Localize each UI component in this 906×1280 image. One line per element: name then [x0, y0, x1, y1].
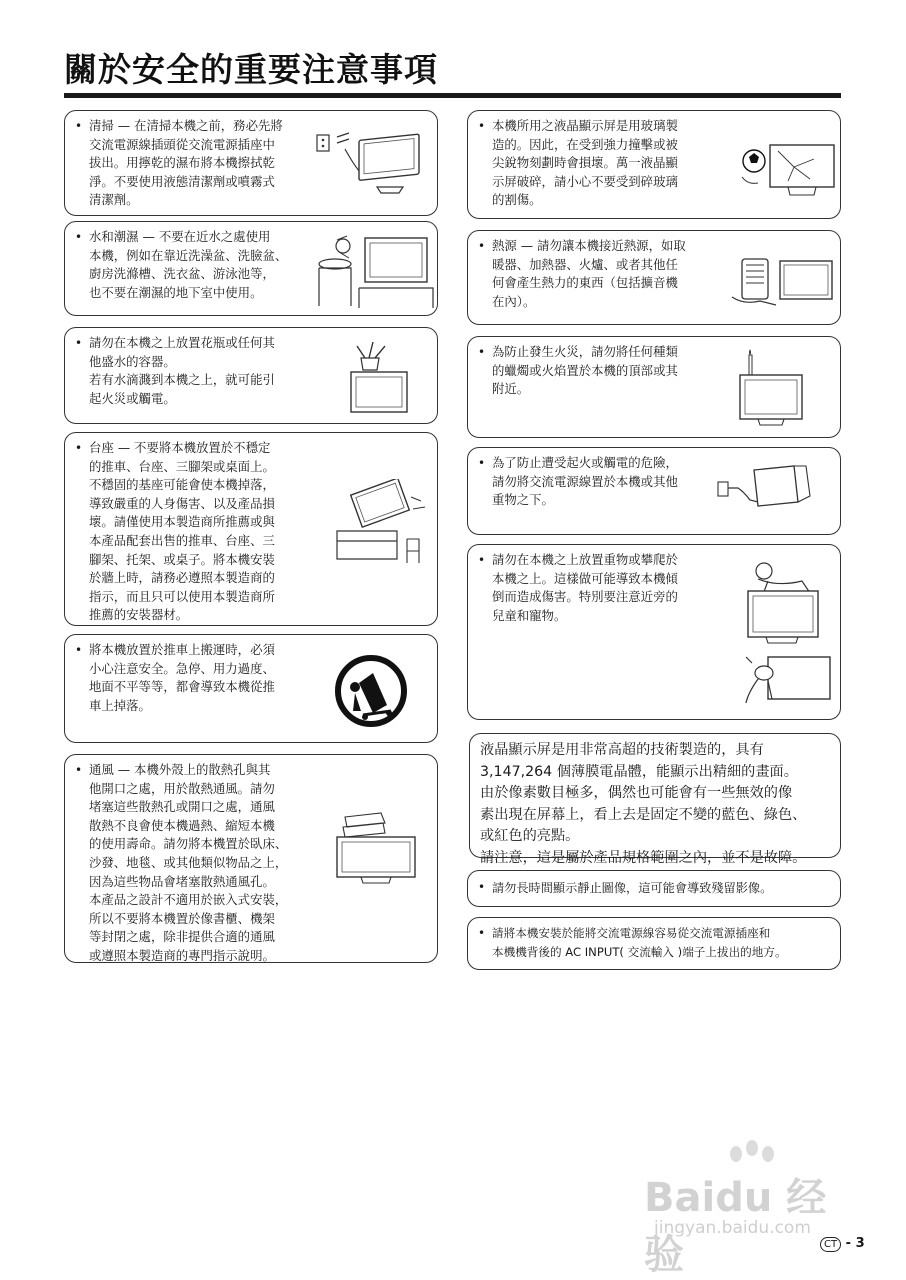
text-line: 請勿將交流電源線置於本機或其他: [492, 473, 678, 489]
text-line: 清潔劑。: [89, 192, 139, 208]
text-line: 堵塞這些散熱孔或開口之處，通風: [89, 799, 275, 815]
text-line: 本機，例如在靠近洗澡盆、洗臉盆、: [89, 247, 288, 263]
text-line: 請勿在本機之上放置重物或攀爬於: [492, 552, 678, 567]
note-text: [480, 740, 836, 870]
page-title: 關於安全的重要注意事項: [64, 50, 438, 89]
notice-glass: [467, 110, 841, 219]
text-line: 附近。: [492, 381, 530, 397]
notice-candle: [467, 336, 841, 438]
text-line: 散熱不良會使本機過熱、縮短本機: [89, 817, 275, 833]
notice-text: [492, 454, 724, 510]
text-line: 3,147,264 個薄膜電晶體，能顯示出精細的畫面。: [480, 763, 798, 780]
text-line: 小心注意安全。急停、用力過度、: [89, 660, 275, 676]
text-line: 造的。因此，在受到強力撞擊或被: [492, 136, 678, 152]
page-separator: -: [845, 1236, 852, 1251]
text-line: 請將本機安裝於能將交流電源線容易從交流電源插座和: [492, 926, 771, 940]
text-line: 在內）。: [492, 293, 536, 309]
text-line: 地面不平等等，都會導致本機從推: [89, 679, 275, 695]
text-line: 廚房洗滌槽、洗衣盆、游泳池等，: [89, 266, 275, 282]
bullet: •: [75, 336, 83, 350]
water-illustration: [315, 228, 435, 312]
text-line: 沙發、地毯、或其他類似物品之上，: [89, 854, 288, 870]
text-line: 由於像素數目極多，偶然也可能會有一些無效的像: [480, 785, 793, 802]
notice-stand: [64, 432, 438, 626]
child-pet-illustration: [738, 553, 834, 713]
bullet: •: [478, 456, 486, 470]
notice-ac-input: [467, 917, 841, 970]
notice-text: [89, 228, 329, 302]
notice-text: [492, 237, 724, 311]
text-line: 兒童和寵物。: [492, 607, 567, 623]
text-line: 倒而造成傷害。特別要注意近旁的: [492, 589, 678, 605]
text-line: 的使用壽命。請勿將本機置於臥床、: [89, 836, 288, 852]
page-number-area: [820, 1236, 865, 1252]
text-line: 或紅色的亮點。: [480, 828, 580, 845]
text-line: 的蠟燭或火焰置於本機的頂部或其: [492, 362, 678, 378]
text-line: 因為這些物品會堵塞散熱通風孔。: [89, 873, 275, 889]
text-line: 本產品配套出售的推車、台座、三: [89, 532, 275, 548]
text-line: 何會產生熱力的東西（包括擴音機: [492, 275, 678, 291]
text-line: 指示，而且只可以使用本製造商所: [89, 588, 275, 604]
text-line: 的割傷。: [492, 192, 542, 208]
bullet: •: [478, 239, 486, 253]
text-line: 請注意，這是屬於產品規格範圍之內，並不是故障。: [480, 849, 807, 866]
page-number: 3: [855, 1236, 865, 1251]
text-line: 車上掉落。: [89, 697, 151, 713]
text-line: 於牆上時，請務必遵照本製造商的: [89, 570, 275, 586]
text-line: 淨。不要使用液態清潔劑或噴霧式: [89, 173, 275, 189]
region-badge: CT: [820, 1237, 841, 1252]
notice-text: [89, 439, 321, 625]
text-line: 清掃 — 在清掃本機之前，務必先將: [89, 118, 283, 133]
text-line: 所以不要將本機置於像書櫃、機架: [89, 910, 275, 926]
vase-illustration: [335, 336, 415, 420]
text-line: 也不要在潮濕的地下室中使用。: [89, 284, 263, 300]
notice-cord: [467, 447, 841, 535]
ventilation-illustration: [331, 807, 431, 887]
notice-climb: [467, 544, 841, 720]
bullet: •: [478, 119, 486, 133]
text-line: 本機之上。這樣做可能導致本機傾: [492, 570, 678, 586]
text-line: 或遵照本製造商的專門指示說明。: [89, 947, 275, 963]
text-line: 示屏破碎，請小心不要受到碎玻璃: [492, 173, 678, 189]
text-line: 等封閉之處，除非提供合適的通風: [89, 929, 275, 945]
text-line: 素出現在屏幕上，看上去是固定不變的藍色、綠色、: [480, 806, 807, 823]
text-line: 請勿在本機之上放置花瓶或任何其: [89, 335, 275, 350]
bullet: •: [478, 880, 486, 894]
text-line: 若有水滴濺到本機之上，就可能引: [89, 372, 275, 388]
text-line: 他盛水的容器。: [89, 353, 176, 369]
bullet: •: [478, 345, 486, 359]
bullet: •: [75, 763, 83, 777]
text-line: 他開口之處，用於散熱通風。請勿: [89, 780, 275, 796]
bullet: •: [478, 926, 486, 940]
notice-text: [89, 334, 329, 408]
cord-illustration: [714, 462, 834, 522]
text-line: 通風 — 本機外殼上的散熱孔與其: [89, 762, 271, 777]
text-line: 為防止發生火災，請勿將任何種類: [492, 344, 678, 359]
text-line: 不穩固的基座可能會使本機掉落，: [89, 477, 275, 493]
text-line: 的推車、台座、三腳架或桌面上。: [89, 458, 275, 474]
text-line: 請勿長時間顯示靜止圖像，這可能會導致殘留影像。: [492, 881, 773, 895]
text-line: 熱源 — 請勿讓本機接近熱源，如取: [492, 238, 686, 253]
watermark-main: Baidu 经验: [644, 1175, 827, 1278]
text-line: 導致嚴重的人身傷害、以及產品損: [89, 495, 275, 511]
text-line: 腳架、托架、或桌子。將本機安裝: [89, 551, 275, 567]
text-line: 重物之下。: [492, 492, 554, 508]
heater-illustration: [724, 245, 836, 313]
bullet: •: [75, 119, 83, 133]
notice-text: [492, 924, 838, 961]
notice-text: [89, 641, 325, 715]
notice-text: [492, 551, 728, 625]
text-line: 水和潮濕 — 不要在近水之處使用: [89, 229, 271, 244]
cart-warning-icon: [333, 649, 413, 733]
text-line: 為了防止遭受起火或觸電的危險，: [492, 455, 678, 470]
notice-ventilation: [64, 754, 438, 963]
watermark-url: jingyan.baidu.com: [654, 1218, 811, 1238]
text-line: 拔出。用擰乾的濕布將本機擦拭乾: [89, 155, 275, 171]
text-line: 尖銳物刻劃時會損壞。萬一液晶顯: [492, 155, 678, 171]
text-line: 本機所用之液晶顯示屏是用玻璃製: [492, 118, 678, 133]
text-line: 壞。請僅使用本製造商所推薦或與: [89, 514, 275, 530]
ball-impact-illustration: [734, 133, 838, 205]
notice-vase: [64, 327, 438, 424]
bullet: •: [75, 441, 83, 455]
notice-cart: [64, 634, 438, 743]
text-line: 本產品之設計不適用於嵌入式安裝，: [89, 892, 288, 908]
notice-water: [64, 221, 438, 316]
notice-heat: [467, 230, 841, 325]
notice-still-image: [467, 870, 841, 907]
text-line: 本機機背後的 AC INPUT( 交流輸入 )端子上拔出的地方。: [492, 944, 787, 959]
notice-text: [89, 761, 327, 966]
bullet: •: [75, 643, 83, 657]
cleaning-illustration: [315, 127, 427, 197]
text-line: 台座 — 不要將本機放置於不穩定: [89, 440, 271, 455]
bullet: •: [478, 553, 486, 567]
text-line: 起火災或觸電。: [89, 390, 176, 406]
text-line: 液晶顯示屏是用非常高超的技術製造的，具有: [480, 742, 764, 758]
notice-cleaning: [64, 110, 438, 216]
candle-illustration: [736, 345, 816, 431]
notice-text: [492, 117, 728, 210]
notice-text: [492, 879, 832, 898]
pixel-note: [469, 733, 841, 866]
notice-text: [89, 117, 319, 210]
text-line: 交流電源線插頭從交流電源插座中: [89, 136, 275, 152]
text-line: 暖器、加熱器、火爐、或者其他任: [492, 256, 678, 272]
text-line: 將本機放置於推車上搬運時，必須: [89, 642, 275, 657]
bullet: •: [75, 230, 83, 244]
title-rule: [64, 93, 841, 98]
falling-tv-illustration: [327, 479, 433, 569]
text-line: 推薦的安裝器材。: [89, 607, 189, 623]
notice-text: [492, 343, 728, 399]
